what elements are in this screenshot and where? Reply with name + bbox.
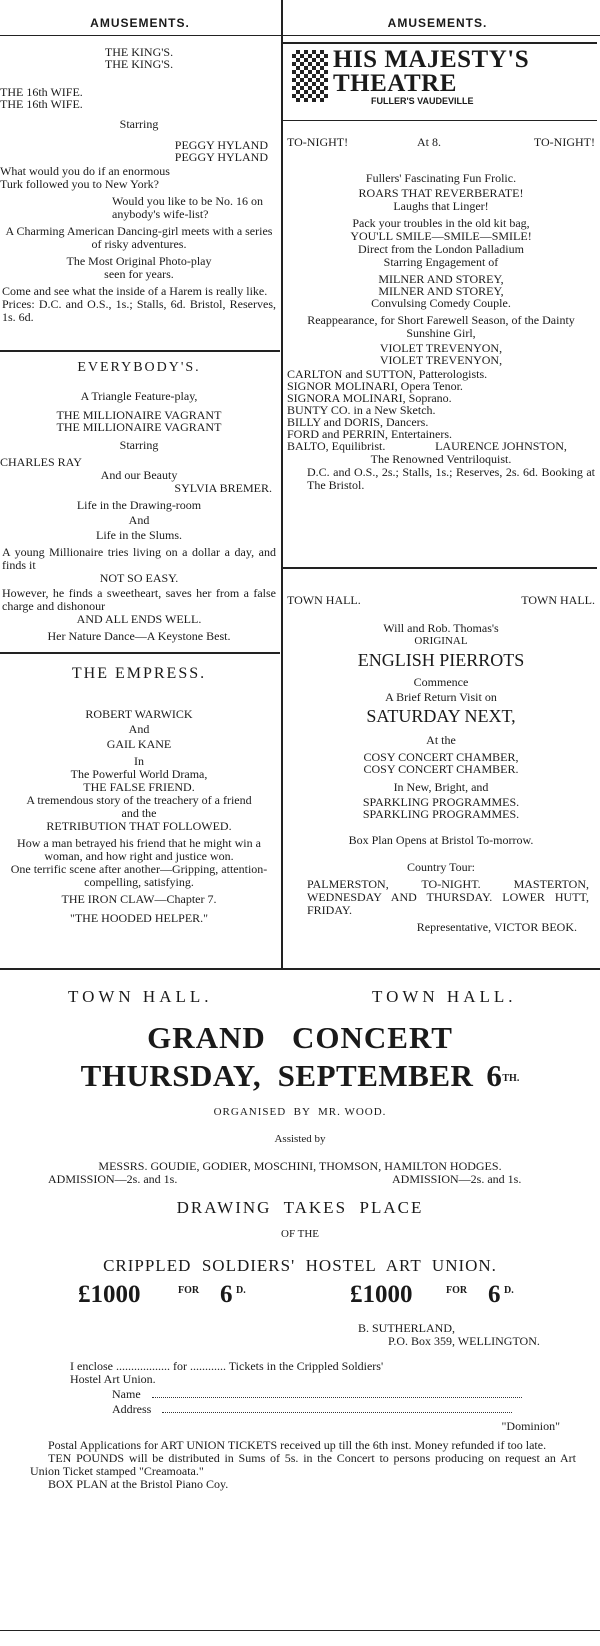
kings-star-2: PEGGY HYLAND bbox=[174, 150, 268, 164]
everybodys-ad bbox=[0, 358, 278, 643]
concert-grand: GRAND CONCERT bbox=[147, 1020, 453, 1055]
amusements-header-right: AMUSEMENTS. bbox=[387, 16, 488, 30]
everybodys-plot: A young Millionaire tries living on a dollar a day, and finds it bbox=[2, 545, 276, 572]
concert-assisted: Assisted by bbox=[274, 1133, 326, 1145]
majestys-roars: ROARS THAT REVERBERATE! bbox=[358, 186, 524, 200]
empress-ad bbox=[0, 662, 278, 925]
majestys-bottom-rule bbox=[283, 567, 597, 569]
concert-hostel: Hostel Art Union. bbox=[70, 1372, 156, 1386]
concert-date-num: 6 bbox=[486, 1058, 503, 1093]
pierrots-sparkling-1: SPARKLING PROGRAMMES. bbox=[362, 795, 520, 809]
pierrots-cosy-1: COSY CONCERT CHAMBER, bbox=[363, 750, 519, 764]
empress-hooded-helper: "THE HOODED HELPER." bbox=[69, 911, 209, 925]
pierrots-town-hall-right: TOWN HALL. bbox=[521, 593, 595, 607]
everybodys-intro: A Triangle Feature-play, bbox=[80, 389, 198, 403]
kings-description: A Charming American Dancing-girl meets with a series of risky adventures. bbox=[5, 224, 273, 251]
empress-desc-2: How a man betrayed his friend that he might win a woman, and how right and justice won. bbox=[17, 836, 261, 863]
majestys-act: FORD and PERRIN, Entertainers. bbox=[287, 427, 452, 441]
pierrots-sparkling-2: SPARKLING PROGRAMMES. bbox=[362, 807, 520, 821]
majestys-violet-1: VIOLET TREVENYON, bbox=[379, 341, 503, 355]
pierrots-country: Country Tour: bbox=[407, 860, 475, 874]
concert-of-the: OF THE bbox=[281, 1228, 319, 1240]
majestys-subtitle: FULLER'S VAUDEVILLE bbox=[371, 96, 474, 106]
everybodys-star: CHARLES RAY bbox=[0, 455, 82, 469]
concert-six-left: 6 bbox=[220, 1281, 233, 1308]
majestys-milner-1: MILNER AND STOREY, bbox=[378, 272, 504, 286]
majestys-act: CARLTON and SUTTON, Patterologists. bbox=[287, 367, 488, 381]
majestys-prices: D.C. and O.S., 2s.; Stalls, 1s.; Reserves, 2s. 6d. Booking at The Bristol. bbox=[307, 465, 595, 492]
majestys-title-2: THEATRE bbox=[333, 70, 457, 97]
majestys-laughs: Laughs that Linger! bbox=[393, 199, 489, 213]
concert-enclose: I enclose .................. for ............ Tickets in the Crippled Soldiers' bbox=[70, 1359, 384, 1373]
pierrots-return: A Brief Return Visit on bbox=[385, 690, 497, 704]
majestys-direct: Direct from the London Palladium bbox=[358, 242, 524, 256]
empress-desc-3: One terrific scene after another—Gripping, attention-compelling, satisfying. bbox=[10, 862, 268, 889]
concert-for-left: FOR bbox=[178, 1285, 200, 1296]
pierrots-cosy-2: COSY CONCERT CHAMBER. bbox=[363, 762, 519, 776]
everybodys-beauty: And our Beauty bbox=[100, 468, 178, 482]
concert-boxplan: BOX PLAN at the Bristol Piano Coy. bbox=[48, 1477, 229, 1491]
majestys-laurence: LAURENCE JOHNSTON, bbox=[435, 439, 567, 453]
majestys-act: BUNTY CO. in a New Sketch. bbox=[287, 403, 436, 417]
concert-postal: Postal Applications for ART UNION TICKETS received up till the 6th inst. Money refunded if too late. bbox=[48, 1438, 547, 1452]
pierrots-boxplan: Box Plan Opens at Bristol To-morrow. bbox=[348, 833, 534, 847]
empress-drama: The Powerful World Drama, bbox=[70, 767, 208, 781]
majestys-engagement: Starring Engagement of bbox=[383, 255, 499, 269]
empress-film: THE FALSE FRIEND. bbox=[83, 780, 195, 794]
everybodys-title: EVERYBODY'S. bbox=[77, 360, 201, 375]
concert-d-right: D. bbox=[504, 1285, 514, 1296]
kings-bottom-rule bbox=[0, 350, 280, 352]
everybodys-all-ends: AND ALL ENDS WELL. bbox=[76, 612, 202, 626]
majestys-at-8: At 8. bbox=[417, 135, 441, 149]
pierrots-saturday: SATURDAY NEXT, bbox=[366, 706, 516, 726]
kings-prices: Prices: D.C. and O.S., 1s.; Stalls, 6d. Bristol, Reserves, 1s. 6d. bbox=[2, 297, 276, 324]
concert-ad bbox=[0, 980, 600, 1491]
empress-retribution: RETRIBUTION THAT FOLLOWED. bbox=[46, 819, 232, 833]
majestys-smile: YOU'LL SMILE—SMILE—SMILE! bbox=[350, 229, 532, 243]
majestys-body bbox=[287, 136, 595, 492]
kings-film-1: THE 16th WIFE. bbox=[0, 85, 83, 99]
everybodys-beauty-name: SYLVIA BREMER. bbox=[174, 481, 272, 495]
concert-six-right: 6 bbox=[488, 1281, 501, 1308]
majestys-tonight-left: TO-NIGHT! bbox=[287, 135, 349, 149]
pierrots-english: ENGLISH PIERROTS bbox=[357, 650, 525, 670]
pierrots-new-bright: In New, Bright, and bbox=[393, 780, 489, 794]
concert-messrs: MESSRS. GOUDIE, GODIER, MOSCHINI, THOMSON, HAMILTON HODGES. bbox=[98, 1159, 502, 1173]
everybodys-bottom-rule bbox=[0, 652, 280, 654]
concert-organised: ORGANISED BY MR. WOOD. bbox=[213, 1106, 387, 1118]
majestys-title-1: HIS MAJESTY'S bbox=[333, 46, 530, 73]
everybodys-slums: Life in the Slums. bbox=[96, 528, 182, 542]
concert-name-line[interactable] bbox=[152, 1397, 522, 1398]
concert-date-sup: TH. bbox=[502, 1073, 520, 1084]
amusements-header-left: AMUSEMENTS. bbox=[90, 16, 190, 30]
concert-ten-pounds: TEN POUNDS will be distributed in Sums of 5s. in the Concert to persons producing on request an Art Union Ticket stamped "Creamoata." bbox=[30, 1451, 576, 1478]
concert-admission-left: ADMISSION—2s. and 1s. bbox=[48, 1172, 178, 1186]
majestys-top-rule bbox=[283, 42, 597, 44]
empress-in: In bbox=[134, 754, 144, 768]
kings-harem: Come and see what the inside of a Harem is really like. bbox=[2, 284, 268, 298]
concert-admission-right: ADMISSION—2s. and 1s. bbox=[392, 1172, 522, 1186]
concert-drawing: DRAWING TAKES PLACE bbox=[176, 1198, 424, 1217]
majestys-logo-rule bbox=[283, 120, 597, 121]
column-divider bbox=[281, 0, 283, 968]
concert-for-right: FOR bbox=[446, 1285, 468, 1296]
concert-prize-left: £1000 bbox=[78, 1281, 141, 1308]
everybodys-starring: Starring bbox=[119, 438, 159, 452]
concert-town-hall-left: TOWN HALL. bbox=[68, 987, 213, 1006]
majestys-act: BALTO, Equilibrist. bbox=[287, 439, 386, 453]
majestys-violet-2: VIOLET TREVENYON, bbox=[379, 353, 503, 367]
concert-prize-right: £1000 bbox=[350, 1281, 413, 1308]
everybodys-film-1: THE MILLIONAIRE VAGRANT bbox=[56, 408, 222, 422]
empress-title: THE EMPRESS. bbox=[71, 665, 207, 682]
concert-d-left: D. bbox=[236, 1285, 246, 1296]
everybodys-not-easy: NOT SO EASY. bbox=[99, 571, 179, 585]
pierrots-tour: PALMERSTON, TO-NIGHT. MASTERTON, WEDNESDAY AND THURSDAY. LOWER HUTT, FRIDAY. bbox=[307, 877, 589, 917]
concert-address-line[interactable] bbox=[162, 1412, 512, 1413]
kings-ad bbox=[0, 46, 278, 324]
empress-desc-1: A tremendous story of the treachery of a friend and the bbox=[26, 793, 252, 820]
kings-question-1: What would you do if an enormous Turk followed you to New York? bbox=[0, 164, 170, 191]
everybodys-film-2: THE MILLIONAIRE VAGRANT bbox=[56, 420, 222, 434]
everybodys-and: And bbox=[128, 513, 150, 527]
majestys-tonight-right: TO-NIGHT! bbox=[533, 135, 595, 149]
majestys-act: SIGNOR MOLINARI, Opera Tenor. bbox=[287, 379, 463, 393]
kings-starring: Starring bbox=[119, 117, 159, 131]
empress-star-2: GAIL KANE bbox=[106, 737, 172, 751]
concert-dominion: "Dominion" bbox=[501, 1419, 560, 1433]
majestys-milner-2: MILNER AND STOREY, bbox=[378, 284, 504, 298]
concert-date: THURSDAY, SEPTEMBER bbox=[80, 1058, 474, 1093]
pierrots-representative: Representative, VICTOR BEOK. bbox=[416, 920, 577, 934]
kings-original: The Most Original Photo-play seen for years. bbox=[66, 254, 212, 281]
kings-title-2: THE KING'S. bbox=[104, 57, 174, 71]
kings-star-1: PEGGY HYLAND bbox=[174, 138, 268, 152]
pierrots-ad bbox=[287, 594, 595, 934]
kings-question-2: Would you like to be No. 16 on anybody's wife-list? bbox=[112, 194, 264, 221]
everybodys-plot-2: However, he finds a sweetheart, saves her from a false charge and dishonour bbox=[2, 586, 276, 613]
concert-crippled: CRIPPLED SOLDIERS' HOSTEL ART UNION. bbox=[103, 1256, 497, 1275]
concert-sutherland: B. SUTHERLAND, bbox=[358, 1321, 456, 1335]
everybodys-drawing: Life in the Drawing-room bbox=[76, 498, 202, 512]
concert-pobox: P.O. Box 359, WELLINGTON. bbox=[388, 1334, 540, 1348]
majestys-ventriloquist: The Renowned Ventriloquist. bbox=[370, 452, 512, 466]
majestys-couple: Convulsing Comedy Couple. bbox=[371, 296, 511, 310]
kings-film-2: THE 16th WIFE. bbox=[0, 97, 83, 111]
pierrots-town-hall-left: TOWN HALL. bbox=[287, 593, 361, 607]
pierrots-commence: Commence bbox=[413, 675, 469, 689]
concert-town-hall-right: TOWN HALL. bbox=[372, 987, 517, 1006]
majestys-ad bbox=[283, 48, 597, 106]
majestys-frolic: Fullers' Fascinating Fun Frolic. bbox=[365, 171, 517, 185]
concert-name-label: Name bbox=[112, 1387, 141, 1401]
kings-title-1: THE KING'S. bbox=[104, 45, 174, 59]
concert-top-rule bbox=[0, 968, 600, 970]
everybodys-nature: Her Nature Dance—A Keystone Best. bbox=[47, 629, 231, 643]
pierrots-will: Will and Rob. Thomas's bbox=[383, 621, 499, 635]
majestys-pack: Pack your troubles in the old kit bag, bbox=[352, 216, 530, 230]
pierrots-at-the: At the bbox=[426, 733, 456, 747]
bottom-rule bbox=[0, 1630, 600, 1631]
empress-iron-claw: THE IRON CLAW—Chapter 7. bbox=[61, 892, 217, 906]
majestys-reappearance: Reappearance, for Short Farewell Season, of the Dainty Sunshine Girl, bbox=[307, 313, 575, 340]
majestys-act: SIGNORA MOLINARI, Soprano. bbox=[287, 391, 452, 405]
empress-and: And bbox=[128, 722, 150, 736]
empress-star-1: ROBERT WARWICK bbox=[85, 707, 193, 721]
top-rule bbox=[0, 35, 600, 36]
pierrots-original: ORIGINAL bbox=[414, 635, 468, 647]
majestys-act: BILLY and DORIS, Dancers. bbox=[287, 415, 429, 429]
concert-address-label: Address bbox=[112, 1402, 152, 1416]
